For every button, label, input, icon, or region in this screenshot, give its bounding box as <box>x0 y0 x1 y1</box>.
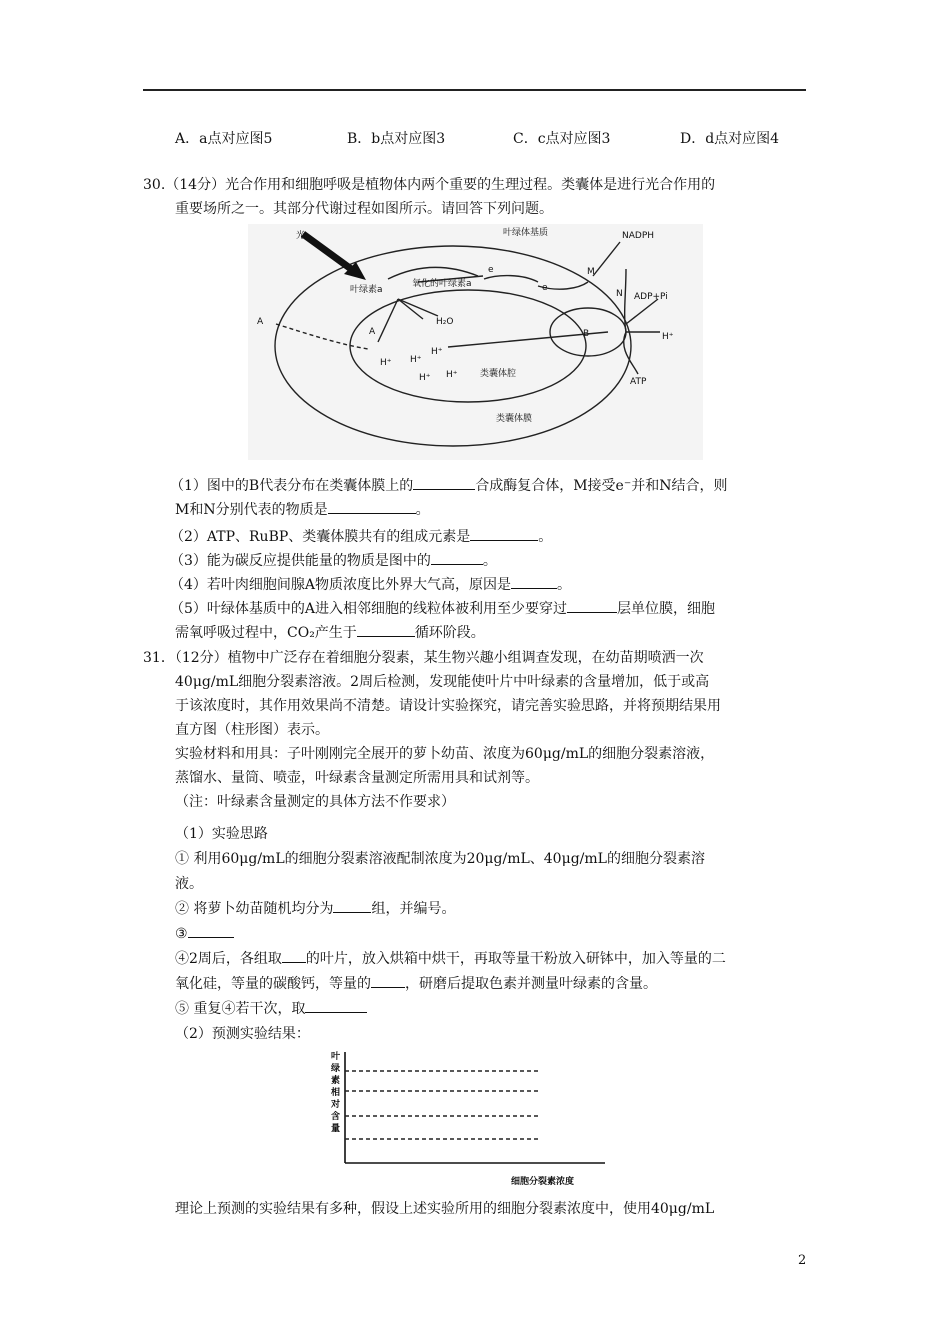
answer-blank <box>328 499 416 514</box>
q31-step1-line1: ① 利用60μg/mL的细胞分裂素溶液配制浓度为20μg/mL、40μg/mL的细胞分裂素溶 <box>175 851 705 867</box>
label-b: B <box>583 329 590 339</box>
label-oxidized-chlorophyll: 氧化的叶绿素a <box>412 279 472 289</box>
answer-blank <box>371 973 405 988</box>
label-h-2: H⁺ <box>410 355 422 365</box>
q30-sub1-line2 <box>175 498 430 522</box>
q30-sub4 <box>170 573 571 597</box>
q31-line6: 蒸馏水、量筒、喷壶，叶绿素含量测定所需用具和试剂等。 <box>175 770 539 786</box>
answer-blank <box>470 526 538 541</box>
q31-step5 <box>175 997 367 1021</box>
q31-step3-text: ③ <box>175 926 188 942</box>
q30-sub1-text-b: 合成酶复合体，M接受e⁻并和N结合，则 <box>475 478 728 494</box>
q30-sub4-text-b: 。 <box>557 577 572 593</box>
label-stroma: 叶绿体基质 <box>503 228 549 238</box>
page-number: 2 <box>798 1253 807 1268</box>
q31-line2: 40μg/mL细胞分裂素溶液。2周后检测，发现能使叶片中叶绿素的含量增加，低于或高 <box>175 674 710 690</box>
q30-sub2-text-b: 。 <box>538 529 553 545</box>
answer-blank <box>567 598 617 613</box>
q31-step2-text-b: 组，并编号。 <box>371 901 456 917</box>
q30-sub3 <box>170 549 497 573</box>
label-h-5: H⁺ <box>446 370 458 380</box>
label-h-1: H⁺ <box>380 358 392 368</box>
option-c: C．c点对应图3 <box>513 131 611 147</box>
option-a: A．a点对应图5 <box>175 131 273 147</box>
label-h-4: H⁺ <box>419 373 431 383</box>
label-h2o: H₂O <box>436 317 454 327</box>
answer-blank <box>357 622 415 637</box>
label-lumen: 类囊体腔 <box>480 369 517 379</box>
result-chart-template <box>325 1047 615 1189</box>
q31-line4: 直方图（柱形图）表示。 <box>175 722 329 738</box>
label-chlorophyll-a: 叶绿素a <box>350 285 383 295</box>
label-n: N <box>616 289 623 299</box>
label-electron-1: e <box>488 265 494 275</box>
q31-step2 <box>175 897 455 921</box>
answer-blank <box>431 550 483 565</box>
q30-sub3-text-a: （3）能为碳反应提供能量的物质是图中的 <box>170 553 431 569</box>
q31-step2-text-a: ② 将萝卜幼苗随机均分为 <box>175 901 334 917</box>
label-electron-2: e <box>542 283 548 293</box>
q30-sub1-line1 <box>170 474 727 498</box>
q31-sub2-heading: （2）预测实验结果： <box>175 1026 310 1042</box>
answer-blank <box>305 998 367 1013</box>
q31-step4-text-a: ④2周后，各组取 <box>175 951 282 967</box>
q31-line3: 于该浓度时，其作用效果尚不清楚。请设计实验探究，请完善实验思路，并将预期结果用 <box>175 698 721 714</box>
q30-sub5-text-a: （5）叶绿体基质中的A进入相邻细胞的线粒体被利用至少要穿过 <box>170 601 568 617</box>
q31-conclusion: 理论上预测的实验结果有多种，假设上述实验所用的细胞分裂素浓度中，使用40μg/mL <box>175 1201 715 1217</box>
answer-blank <box>511 574 557 589</box>
thylakoid-diagram <box>248 224 703 460</box>
q30-sub1-text-d: 。 <box>415 502 430 518</box>
q31-sub1-heading: （1）实验思路 <box>175 826 268 842</box>
option-d: D．d点对应图4 <box>680 131 780 147</box>
q31-line5: 实验材料和用具：子叶刚刚完全展开的萝卜幼苗、浓度为60μg/mL的细胞分裂素溶液， <box>175 746 715 762</box>
answer-blank <box>413 475 475 490</box>
q31-step1-line2: 液。 <box>175 876 203 892</box>
label-h-outside: H⁺ <box>662 332 674 342</box>
q30-sub5-line1 <box>170 597 715 621</box>
label-adp-pi: ADP+Pi <box>634 292 668 302</box>
q30-sub2 <box>170 525 552 549</box>
answer-blank <box>188 923 234 938</box>
answer-blank <box>282 948 306 963</box>
q30-sub4-text-a: （4）若叶肉细胞间腺A物质浓度比外界大气高，原因是 <box>170 577 512 593</box>
chart-x-axis-label: 细胞分裂素浓度 <box>511 1177 575 1187</box>
chart-y-axis-label: 叶绿素相对含量 <box>331 1052 341 1134</box>
q30-sub5-text-d: 循环阶段。 <box>414 625 485 641</box>
label-a-outside: A <box>257 317 264 327</box>
q30-stem-line1: 30.（14分）光合作用和细胞呼吸是植物体内两个重要的生理过程。类囊体是进行光合作用的 <box>143 177 716 193</box>
q30-sub3-text-b: 。 <box>482 553 497 569</box>
q31-step4-line2 <box>175 972 657 996</box>
label-m: M <box>587 267 595 277</box>
q30-sub1-text-c: M和N分别代表的物质是 <box>175 502 328 518</box>
q30-sub1-text-a: （1）图中的B代表分布在类囊体膜上的 <box>170 478 414 494</box>
q30-stem-line2: 重要场所之一。其部分代谢过程如图所示。请回答下列问题。 <box>175 201 553 217</box>
label-atp: ATP <box>630 377 647 387</box>
q31-step4-line1 <box>175 947 726 971</box>
option-b: B．b点对应图3 <box>347 131 446 147</box>
q30-sub2-text-a: （2）ATP、RuBP、类囊体膜共有的组成元素是 <box>170 529 471 545</box>
q31-step4-text-d: ，研磨后提取色素并测量叶绿素的含量。 <box>405 976 657 992</box>
answer-blank <box>333 898 371 913</box>
label-nadph: NADPH <box>622 231 655 241</box>
q31-note: （注：叶绿素含量测定的具体方法不作要求） <box>175 794 455 810</box>
q31-step5-text: ⑤ 重复④若干次，取 <box>175 1001 306 1017</box>
header-rule <box>143 89 806 91</box>
q30-sub5-text-b: 层单位膜，细胞 <box>617 601 716 617</box>
q31-step4-text-c: 氧化硅，等量的碳酸钙，等量的 <box>175 976 371 992</box>
q31-step3 <box>175 922 234 946</box>
q31-step4-text-b: 的叶片，放入烘箱中烘干，再取等量干粉放入研钵中，加入等量的二 <box>305 951 726 967</box>
label-membrane: 类囊体膜 <box>496 414 533 424</box>
q30-sub5-text-c: 需氧呼吸过程中，CO₂产生于 <box>175 625 357 641</box>
q31-line1: 31．（12分）植物中广泛存在着细胞分裂素，某生物兴趣小组调查发现，在幼苗期喷洒一次 <box>143 650 704 666</box>
label-light: 光 <box>296 231 306 241</box>
label-h-3: H⁺ <box>431 347 443 357</box>
q30-sub5-line2 <box>175 621 485 645</box>
label-a-inside: A <box>369 327 376 337</box>
